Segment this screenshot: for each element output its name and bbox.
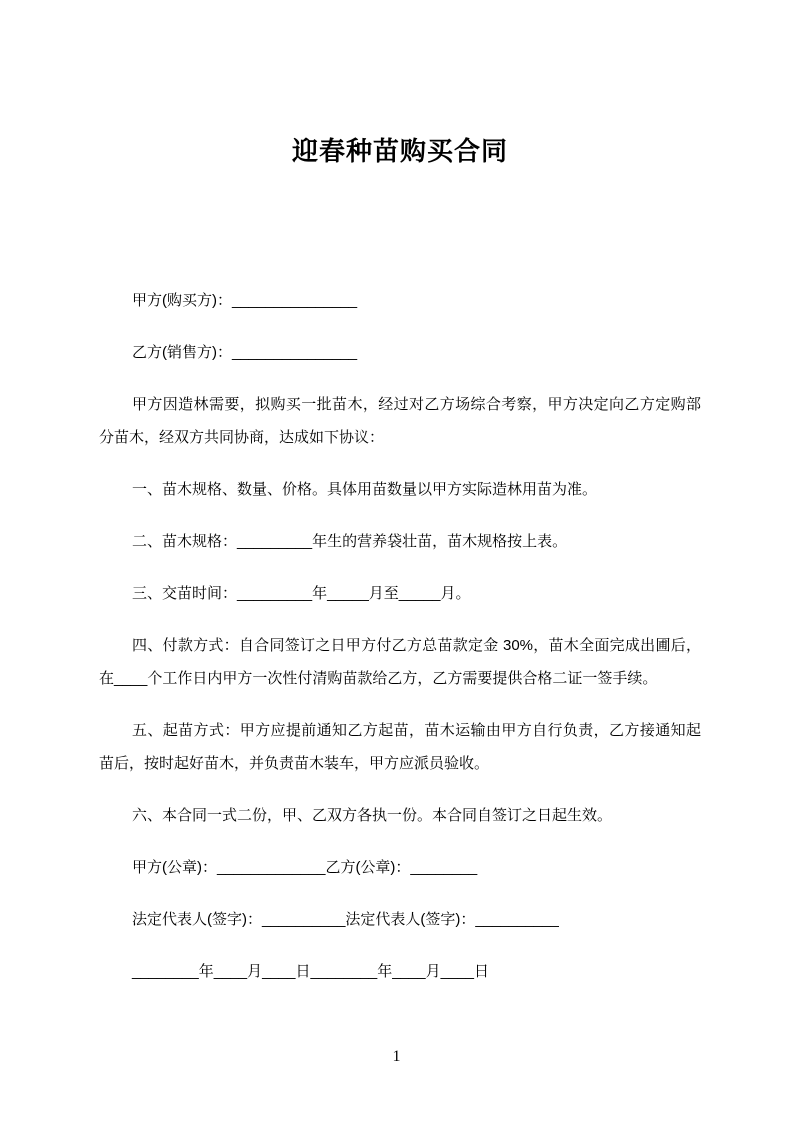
clause-5-lifting-method: 五、起苗方式：甲方应提前通知乙方起苗，苗木运输由甲方自行负责，乙方接通知起苗后，按时起好苗木，并负责苗木装车，甲方应派员验收。 — [99, 722, 701, 772]
party-b-line: 乙方(销售方)：_______________ — [132, 344, 358, 361]
clause-4-payment-method: 四、付款方式：自合同签订之日甲方付乙方总苗款定金 30%，苗木全面完成出圃后，在____个工作日内甲方一次性付清购苗款给乙方，乙方需要提供合格二证一签手续。 — [99, 637, 701, 687]
party-a-line: 甲方(购买方)：_______________ — [132, 292, 358, 309]
page-number: 1 — [392, 1048, 401, 1065]
clause-6-copies-effective: 六、本合同一式二份，甲、乙双方各执一份。本合同自签订之日起生效。 — [132, 807, 613, 824]
seal-signature-line: 甲方(公章)：_____________乙方(公章)：________ — [132, 859, 478, 876]
intro-paragraph: 甲方因造林需要，拟购买一批苗木，经过对乙方场综合考察，甲方决定向乙方定购部分苗木，经双方共同协商，达成如下协议： — [99, 396, 701, 446]
date-line: ________年____月____日________年____月____日 — [132, 963, 489, 980]
clause-3-delivery-time: 三、交苗时间：_________年_____月至_____月。 — [132, 585, 471, 602]
contract-title: 迎春种苗购买合同 — [291, 136, 508, 166]
clause-2-seedling-specs: 二、苗木规格：_________年生的营养袋壮苗，苗木规格按上表。 — [132, 533, 568, 550]
clause-1-specs-quantity-price: 一、苗木规格、数量、价格。具体用苗数量以甲方实际造林用苗为准。 — [132, 481, 598, 498]
legal-representative-line: 法定代表人(签字)：__________法定代表人(签字)：__________ — [132, 911, 559, 928]
contract-body — [99, 0, 701, 988]
